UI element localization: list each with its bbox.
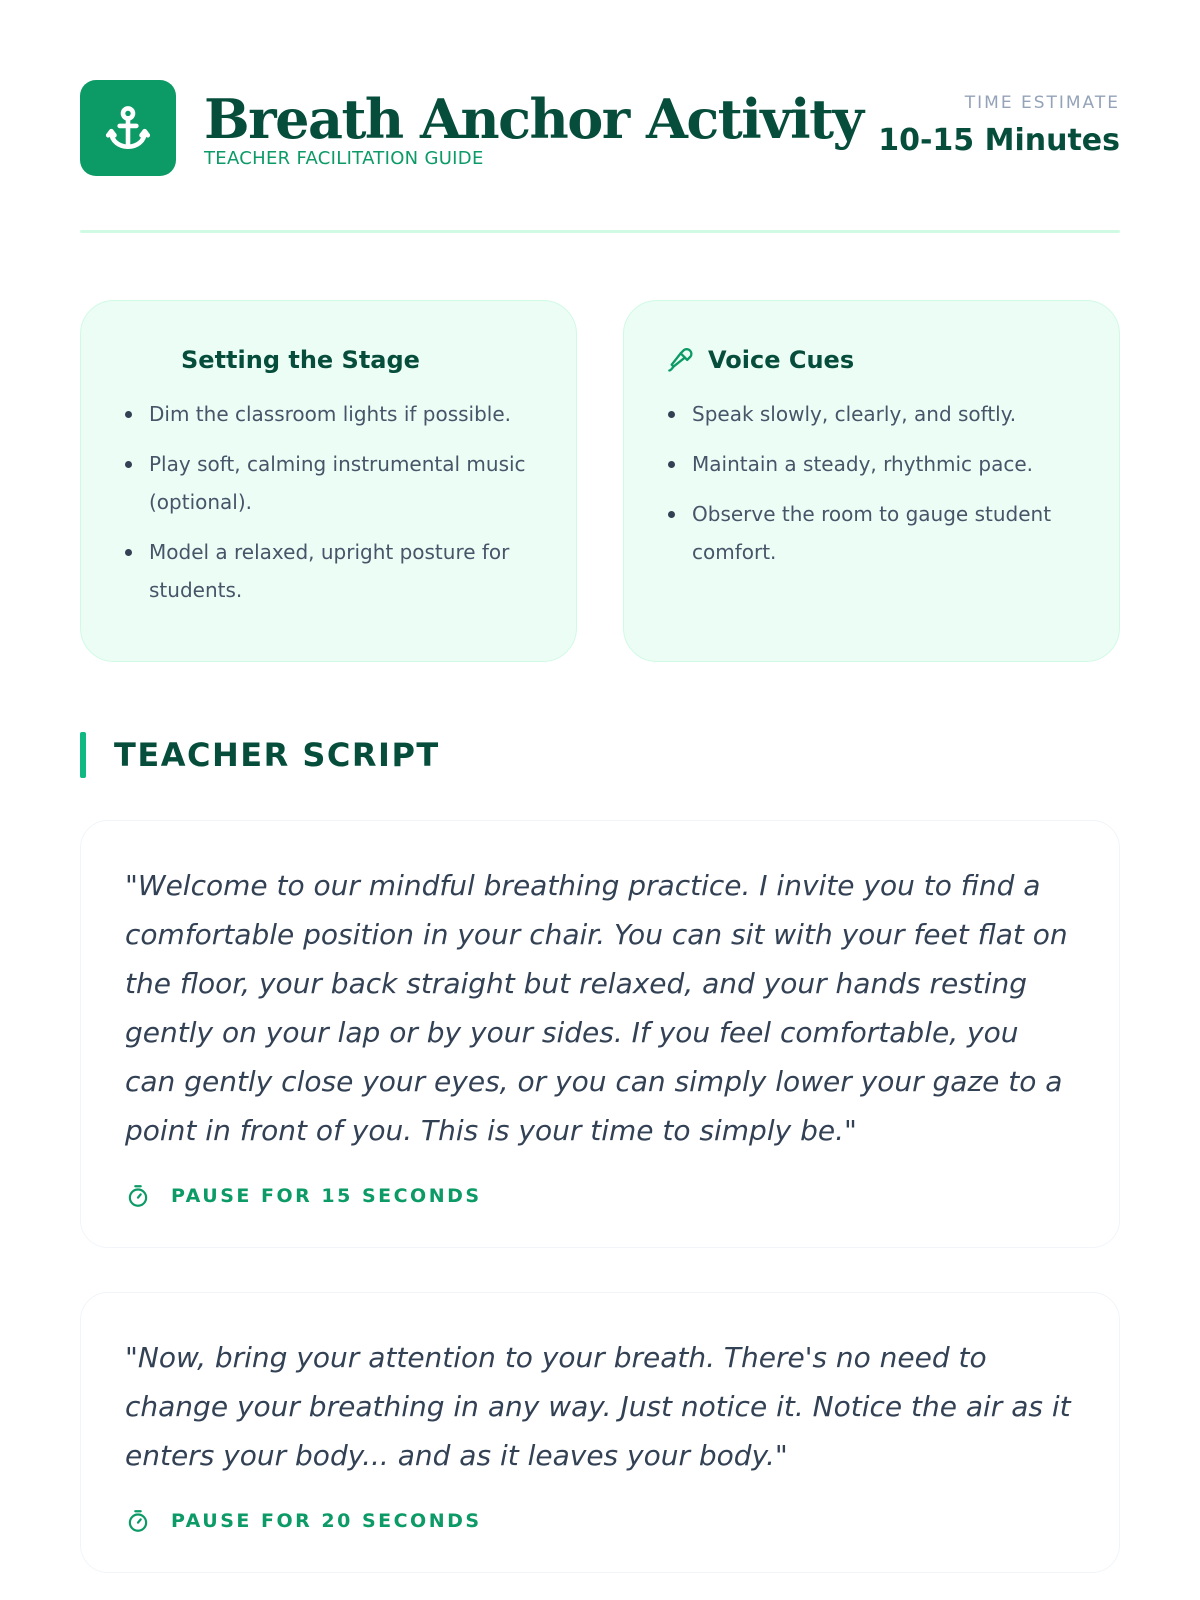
pause-label: PAUSE FOR 20 SECONDS <box>171 1510 482 1532</box>
card-title: Setting the Stage <box>181 346 420 374</box>
pause-indicator <box>125 1183 1075 1209</box>
section-title: TEACHER SCRIPT <box>114 736 440 774</box>
page-subtitle: TEACHER FACILITATION GUIDE <box>204 147 484 169</box>
section-accent-bar <box>80 732 86 778</box>
card-voice-cues <box>623 300 1120 662</box>
list-item: Dim the classroom lights if possible. <box>121 395 536 433</box>
pause-label: PAUSE FOR 15 SECONDS <box>171 1185 482 1207</box>
script-block <box>80 820 1120 1248</box>
section-heading <box>80 732 1120 778</box>
timer-icon <box>125 1508 151 1534</box>
timer-icon <box>125 1183 151 1209</box>
anchor-icon <box>103 103 153 153</box>
card-header <box>121 343 536 377</box>
list-item: Observe the room to gauge student comfort. <box>664 495 1079 571</box>
header-divider <box>80 230 1120 233</box>
microphone-icon <box>664 343 698 377</box>
pause-indicator <box>125 1508 1075 1534</box>
script-text: "Welcome to our mindful breathing practice. I invite you to find a comfortable position in your chair. You can sit with your feet flat on the floor, your back straight but relaxed, and your hands resting gently on your lap or by your sides. If you feel comfortable, you can gently close your eyes, or you can simply lower your gaze to a point in front of you. This is your time to simply be." <box>125 869 1068 1147</box>
time-estimate <box>878 93 1120 158</box>
blank-icon <box>121 343 171 377</box>
header <box>80 80 1120 176</box>
list-item: Maintain a steady, rhythmic pace. <box>664 445 1079 483</box>
card-header <box>664 343 1079 377</box>
card-setting-the-stage <box>80 300 577 662</box>
script-block <box>80 1292 1120 1573</box>
info-cards <box>80 300 1120 662</box>
list-item: Speak slowly, clearly, and softly. <box>664 395 1079 433</box>
list-item: Play soft, calming instrumental music (optional). <box>121 445 536 521</box>
brand <box>80 80 862 176</box>
card-list <box>121 395 536 609</box>
time-estimate-label: TIME ESTIMATE <box>964 92 1120 113</box>
script-text: "Now, bring your attention to your breath. There's no need to change your breathing in any way. Just notice it. Notice the air as it enters your body... and as it leaves your body." <box>125 1341 1071 1472</box>
card-list <box>664 395 1079 571</box>
page-title: Breath Anchor Activity <box>204 86 863 151</box>
title-group <box>204 88 862 169</box>
logo <box>80 80 176 176</box>
card-title: Voice Cues <box>708 346 855 374</box>
list-item: Model a relaxed, upright posture for students. <box>121 533 536 609</box>
time-estimate-value: 10-15 Minutes <box>878 122 1120 158</box>
